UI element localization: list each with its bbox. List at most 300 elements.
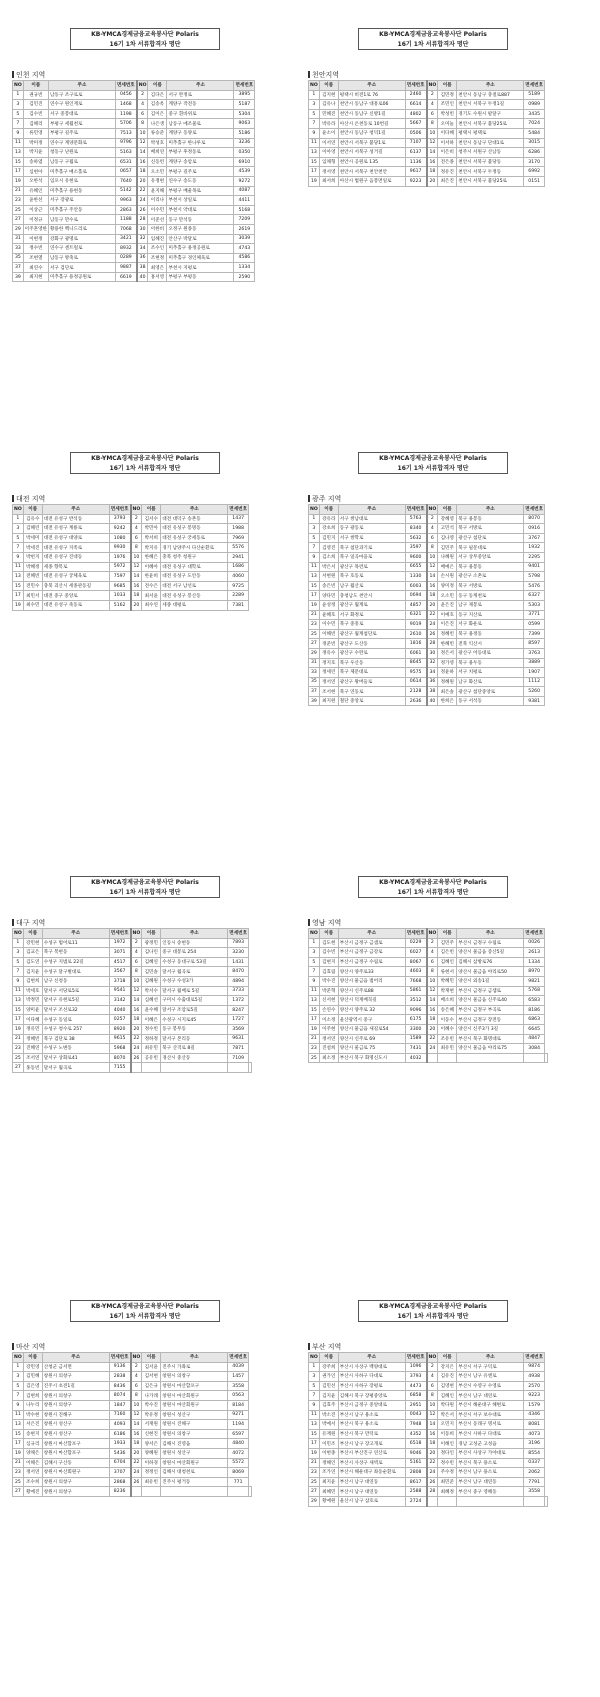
- applicant-name: 이한비: [148, 224, 167, 234]
- applicant-address: 진주시 가좌로: [161, 1362, 228, 1372]
- row-number: 40: [427, 696, 438, 706]
- applicant-name: 김지현: [319, 90, 338, 100]
- row-number: 34: [427, 668, 438, 678]
- row-number: 35: [13, 253, 24, 263]
- row-number: 14: [427, 572, 438, 582]
- applicant-address: 세종 대평로: [161, 600, 228, 610]
- column-header: 주소: [338, 505, 405, 515]
- row-number: 11: [309, 138, 320, 148]
- table-row: [13, 224, 255, 234]
- row-number: 11: [13, 562, 24, 572]
- row-number: 2: [131, 938, 142, 948]
- applicant-address: [161, 1063, 228, 1073]
- id-number: 9541: [109, 986, 130, 996]
- row-number: 4: [131, 948, 142, 958]
- applicant-table: [308, 928, 548, 1063]
- applicant-name: 윤한선: [23, 196, 48, 206]
- applicant-name: 최유민: [438, 1044, 457, 1054]
- applicant-name: 나혜원: [438, 552, 457, 562]
- column-header: 주소: [42, 1353, 109, 1363]
- table-row: [13, 1429, 252, 1439]
- applicant-address: 창원시 의창구: [161, 1372, 228, 1382]
- applicant-name: 박다원: [438, 1400, 457, 1410]
- applicant-name: 정혜원: [438, 677, 457, 687]
- table-header-row: [309, 505, 545, 515]
- id-number: 9063: [234, 119, 255, 129]
- applicant-name: 최혜정: [438, 1487, 457, 1497]
- applicant-name: 박서수: [142, 986, 161, 996]
- applicant-address: 황용한 백니드리로: [48, 224, 115, 234]
- id-number: 4539: [234, 167, 255, 177]
- column-header: 면세번호: [405, 1353, 426, 1363]
- column-header: 주소: [457, 929, 524, 939]
- row-number: 10: [137, 128, 148, 138]
- applicant-address: 경남 고성군 고성읍: [457, 1439, 524, 1449]
- row-number: 33: [13, 244, 24, 254]
- applicant-name: 정다인: [438, 1448, 457, 1458]
- row-number: 10: [427, 128, 438, 138]
- applicant-name: 한윤희: [142, 572, 161, 582]
- id-number: 9930: [109, 543, 130, 553]
- id-number: 1816: [405, 639, 426, 649]
- applicant-address: 창원시 성산구: [42, 1420, 109, 1430]
- table-row: [13, 167, 255, 177]
- table-row: [13, 1034, 252, 1044]
- document-header-box: [70, 28, 220, 50]
- applicant-name: 유정현: [148, 176, 167, 186]
- row-number: 20: [131, 1448, 142, 1458]
- applicant-address: 청동구 난원로: [48, 148, 115, 158]
- column-header: NO: [427, 1353, 438, 1363]
- applicant-name: 최연수: [23, 263, 48, 273]
- applicant-name: 조유빈: [438, 1034, 457, 1044]
- id-number: 8070: [109, 1053, 130, 1063]
- applicant-address: 청주시 서원구 산남동: [457, 148, 524, 158]
- document-header-box: [70, 452, 220, 474]
- id-number: 5476: [524, 581, 545, 591]
- row-number: 19: [13, 176, 24, 186]
- applicant-name: 전은종: [438, 157, 457, 167]
- id-number: 4039: [228, 1362, 249, 1372]
- id-number: 7871: [228, 1044, 249, 1054]
- applicant-name: 박세진: [23, 543, 42, 553]
- applicant-address: 광산구 첨단로: [457, 533, 524, 543]
- applicant-table: [308, 1352, 548, 1507]
- id-number: 1033: [109, 591, 130, 601]
- column-header: NO: [131, 929, 142, 939]
- table-row: [13, 976, 252, 986]
- row-number: 1: [309, 1362, 320, 1372]
- column-header: NO: [131, 1353, 142, 1363]
- row-number: 21: [309, 1034, 320, 1044]
- row-number: 20: [427, 600, 438, 610]
- applicant-address: 부산시 북구 용소로: [457, 1458, 524, 1468]
- row-number: 16: [427, 1429, 438, 1439]
- row-number: 8: [137, 119, 148, 129]
- applicant-name: 박서희: [142, 533, 161, 543]
- row-number: 19: [309, 176, 320, 186]
- column-header: NO: [137, 81, 148, 91]
- id-number: 8617: [405, 1477, 426, 1487]
- row-number: 24: [131, 1044, 142, 1054]
- applicant-address: 동구 광동로: [338, 524, 405, 534]
- row-number: 14: [131, 1420, 142, 1430]
- row-number: 39: [13, 272, 24, 282]
- applicant-address: 서구 화정로: [338, 610, 405, 620]
- row-number: 12: [137, 138, 148, 148]
- column-header: 주소: [42, 505, 109, 515]
- table-row: [309, 157, 545, 167]
- id-number: 4060: [228, 572, 249, 582]
- row-number: 24: [137, 196, 148, 206]
- table-row: [309, 668, 545, 678]
- row-number: 11: [13, 138, 24, 148]
- applicant-address: 부산시 남구 대연동: [457, 1477, 524, 1487]
- row-number: 5: [13, 109, 24, 119]
- applicant-address: 창원시 마산회원구: [161, 1391, 228, 1401]
- id-number: 6518: [405, 1439, 426, 1449]
- column-header: NO: [13, 929, 24, 939]
- id-number: 2289: [228, 591, 249, 601]
- id-number: 3793: [109, 514, 130, 524]
- id-number: 3707: [109, 1468, 130, 1478]
- table-row: [309, 1458, 548, 1468]
- row-number: 12: [131, 986, 142, 996]
- row-number: 27: [13, 1487, 24, 1497]
- table-header-row: [309, 1353, 548, 1363]
- id-number: 9401: [524, 562, 545, 572]
- column-header: 이름: [142, 505, 161, 515]
- id-number: 3597: [405, 543, 426, 553]
- row-number: 20: [427, 1024, 438, 1034]
- applicant-name: 정서연: [319, 1034, 338, 1044]
- id-number: 6619: [115, 272, 136, 282]
- row-number: 10: [131, 552, 142, 562]
- applicant-address: 부산시 남구 장고개로: [338, 1439, 405, 1449]
- row-number: [427, 1496, 438, 1506]
- id-number: 3142: [109, 996, 130, 1006]
- table-row: [309, 1015, 548, 1025]
- applicant-name: 양다민: [319, 591, 338, 601]
- applicant-table: [308, 80, 545, 187]
- row-number: 6: [131, 1381, 142, 1391]
- applicant-name: 이주혼영한: [23, 224, 48, 234]
- column-header: 면세번호: [109, 929, 130, 939]
- applicant-name: 정준빈: [319, 639, 338, 649]
- row-number: 3: [13, 1372, 24, 1382]
- applicant-name: 김송옥: [148, 100, 167, 110]
- row-number: 25: [13, 1477, 24, 1487]
- table-row: [309, 1487, 548, 1497]
- id-number: 1933: [109, 1439, 130, 1449]
- region-heading: 인천 지역: [12, 70, 45, 80]
- applicant-address: 울산광역시 중구: [338, 1015, 405, 1025]
- column-header: 면세번호: [524, 505, 545, 515]
- applicant-name: 김효주: [319, 1400, 338, 1410]
- id-number: 3015: [524, 138, 545, 148]
- applicant-address: 북구 제문대로: [338, 668, 405, 678]
- document-title: KB-YMCA경제금융교육봉사단 Polaris: [379, 1303, 487, 1310]
- id-number: 1686: [228, 562, 249, 572]
- table-row: [309, 148, 545, 158]
- applicant-address: 연수구 센트럴로: [48, 244, 115, 254]
- column-header: NO: [427, 505, 438, 515]
- id-number: 7107: [405, 138, 426, 148]
- applicant-name: 배소희: [438, 996, 457, 1006]
- applicant-address: 창원시 의창구: [42, 1487, 109, 1497]
- row-number: 13: [309, 148, 320, 158]
- column-header: 면세번호: [405, 505, 426, 515]
- applicant-name: 손시원: [438, 572, 457, 582]
- id-number: 6027: [405, 948, 426, 958]
- applicant-address: 김해시 북구 장평중앙로: [338, 1391, 405, 1401]
- applicant-address: 동구 만석동: [167, 215, 234, 225]
- applicant-name: 김다은: [148, 90, 167, 100]
- table-row: [13, 1362, 252, 1372]
- row-number: 15: [309, 1005, 320, 1015]
- id-number: 3558: [524, 1487, 545, 1497]
- table-row: [13, 1015, 252, 1025]
- table-row: [309, 1024, 548, 1034]
- applicant-name: 정지호: [319, 658, 338, 668]
- row-number: 7: [13, 1391, 24, 1401]
- applicant-address: 북구 첨단과기로: [338, 543, 405, 553]
- id-number: 1972: [109, 938, 130, 948]
- id-number: 3039: [234, 234, 255, 244]
- id-number: 8184: [228, 1400, 249, 1410]
- applicant-name: 양서은: [142, 1439, 161, 1449]
- table-row: [13, 1372, 252, 1382]
- applicant-address: 김해시 삼방로76: [457, 957, 524, 967]
- id-number: 2460: [405, 90, 426, 100]
- column-header: 이름: [438, 81, 457, 91]
- document-subtitle: 16기 1차 서류합격자 명단: [109, 889, 181, 896]
- row-number: 30: [427, 648, 438, 658]
- id-number: 8067: [405, 957, 426, 967]
- applicant-address: 울산시 남구 삼호로: [338, 1496, 405, 1506]
- applicant-address: 서구 상무중앙로: [457, 552, 524, 562]
- id-number: 4938: [524, 1372, 545, 1382]
- id-number: 0614: [405, 677, 426, 687]
- row-number: 6: [427, 533, 438, 543]
- row-number: 5: [13, 957, 24, 967]
- applicant-name: 오민지: [438, 1420, 457, 1430]
- applicant-name: 김혜인: [438, 1391, 457, 1401]
- row-number: 16: [427, 581, 438, 591]
- applicant-address: [161, 1487, 228, 1497]
- applicant-address: 달서구 조암로5길: [161, 1005, 228, 1015]
- applicant-address: 동구 지산로: [457, 610, 524, 620]
- applicant-address: 평택시 비전1로 76: [338, 90, 405, 100]
- applicant-name: 오미늘: [438, 119, 457, 129]
- row-number: 23: [13, 1044, 24, 1054]
- applicant-address: 부산시 금정구 수림로: [338, 957, 405, 967]
- applicant-address: 부산시 동래구 명서로: [457, 1420, 524, 1430]
- applicant-address: 미추홀구 용현동: [48, 186, 115, 196]
- column-header: 이름: [438, 505, 457, 515]
- id-number: 6858: [405, 1391, 426, 1401]
- table-row: [13, 119, 255, 129]
- document-title: KB-YMCA경제금융교육봉사단 Polaris: [91, 455, 199, 462]
- id-number: 2951: [405, 1400, 426, 1410]
- id-number: 3718: [109, 976, 130, 986]
- applicant-address: 부산시 사상구 새벽로: [338, 1458, 405, 1468]
- applicant-address: 북구 필문대로: [457, 543, 524, 553]
- row-number: 14: [131, 572, 142, 582]
- table-row: [309, 996, 548, 1006]
- id-number: 1334: [234, 263, 255, 273]
- column-header: 면세번호: [228, 1353, 249, 1363]
- applicant-address: 부산시 남구 대연동: [338, 1477, 405, 1487]
- id-number: 6645: [524, 1024, 545, 1034]
- applicant-address: 창원시 진해구: [42, 1410, 109, 1420]
- row-number: 3: [309, 524, 320, 534]
- id-number: 4346: [524, 1410, 545, 1420]
- applicant-name: 이은진: [438, 620, 457, 630]
- applicant-name: 권가인: [319, 1372, 338, 1382]
- id-number: 0151: [524, 176, 545, 186]
- table-row: [309, 572, 545, 582]
- column-header: 이름: [148, 81, 167, 91]
- row-number: 24: [131, 1468, 142, 1478]
- id-number: 1437: [228, 514, 249, 524]
- row-number: 8: [427, 1391, 438, 1401]
- applicant-name: 윤소이: [319, 128, 338, 138]
- row-number: 10: [131, 976, 142, 986]
- id-number: 2863: [115, 205, 136, 215]
- id-number: 1976: [109, 552, 130, 562]
- id-number: 1136: [405, 157, 426, 167]
- applicant-address: 대전 유성구 반석동: [42, 514, 109, 524]
- region-heading: 영남 지역: [308, 918, 341, 928]
- applicant-address: 광산구 왕버들로: [338, 677, 405, 687]
- applicant-address: 부산시 북구 화명대로: [457, 1034, 524, 1044]
- column-header: NO: [13, 81, 24, 91]
- table-row: [309, 1468, 548, 1478]
- id-number: 0916: [524, 524, 545, 534]
- applicant-name: 조민인: [438, 100, 457, 110]
- applicant-name: 이해은: [23, 1458, 42, 1468]
- applicant-name: 최서희: [319, 176, 338, 186]
- row-number: 8: [131, 967, 142, 977]
- row-number: 27: [13, 1063, 24, 1073]
- column-header: 이름: [142, 929, 161, 939]
- row-number: 29: [13, 224, 24, 234]
- row-number: 9: [309, 128, 320, 138]
- column-header: 면세번호: [405, 81, 426, 91]
- applicant-name: 주수정: [438, 1468, 457, 1478]
- id-number: 1198: [115, 109, 136, 119]
- applicant-address: 김해시 진영읍: [161, 1439, 228, 1449]
- applicant-address: 양산시 물금읍 신주로40: [457, 996, 524, 1006]
- id-number: 2808: [405, 1468, 426, 1478]
- table-header-row: [309, 929, 548, 939]
- row-number: 7: [13, 967, 24, 977]
- row-number: 13: [309, 1420, 320, 1430]
- applicant-name: 김혜린: [23, 524, 42, 534]
- table-row: [13, 176, 255, 186]
- applicant-address: 부산시 해운대구 좌동순환로: [338, 1468, 405, 1478]
- id-number: 3071: [109, 948, 130, 958]
- table-row: [13, 186, 255, 196]
- applicant-address: 부산시 북구 용소로: [338, 1420, 405, 1430]
- table-row: [309, 167, 545, 177]
- id-number: 7597: [109, 572, 130, 582]
- row-number: [131, 1487, 142, 1497]
- applicant-name: 최유민: [142, 1044, 161, 1054]
- row-number: 15: [309, 1429, 320, 1439]
- id-number: 9821: [524, 976, 545, 986]
- applicant-name: 배예은: [438, 562, 457, 572]
- applicant-address: 양산시 물금읍 야리로75: [457, 1044, 524, 1054]
- row-number: 14: [427, 1420, 438, 1430]
- applicant-address: 김해시 구산동: [42, 1458, 109, 1468]
- document-title: KB-YMCA경제금융교육봉사단 Polaris: [91, 879, 199, 886]
- applicant-name: 이주현: [319, 1024, 338, 1034]
- id-number: 4473: [405, 1381, 426, 1391]
- applicant-name: 박준혁: [319, 986, 338, 996]
- id-number: 5186: [234, 128, 255, 138]
- applicant-name: 최지원: [319, 696, 338, 706]
- applicant-name: 류현서: [438, 967, 457, 977]
- table-row: [309, 581, 545, 591]
- applicant-address: 연수구 원인재로: [48, 100, 115, 110]
- applicant-address: 북구 중흥로: [338, 620, 405, 630]
- id-number: 4517: [109, 957, 130, 967]
- id-number: [228, 1063, 249, 1073]
- applicant-name: 정서연: [319, 677, 338, 687]
- table-row: [309, 610, 545, 620]
- table-row: [309, 957, 548, 967]
- column-header: NO: [13, 1353, 24, 1363]
- row-number: 6: [131, 533, 142, 543]
- row-number: 25: [13, 205, 24, 215]
- row-number: 2: [427, 90, 438, 100]
- applicant-name: 정혜빈: [438, 629, 457, 639]
- row-number: 33: [309, 668, 320, 678]
- column-header: 이름: [438, 1353, 457, 1363]
- applicant-address: 대전 유성구 도안동: [161, 572, 228, 582]
- table-row: [13, 128, 255, 138]
- table-row: [309, 677, 545, 687]
- table-header-row: [13, 1353, 252, 1363]
- table-row: [13, 1024, 252, 1034]
- applicant-address: 경기도 수원시 팔달구: [457, 109, 524, 119]
- row-number: 37: [13, 263, 24, 273]
- applicant-name: 나은생: [148, 119, 167, 129]
- row-number: 15: [309, 157, 320, 167]
- document-header-box: [358, 28, 508, 50]
- column-header: 주소: [338, 929, 405, 939]
- table-row: [13, 996, 252, 1006]
- table-row: [13, 562, 249, 572]
- applicant-address: 천안시 동남구 충절로887: [457, 90, 524, 100]
- table-row: [309, 552, 545, 562]
- id-number: 8186: [524, 1005, 545, 1015]
- applicant-name: 강지은: [438, 1362, 457, 1372]
- applicant-name: 김현희: [23, 1391, 42, 1401]
- table-row: [13, 205, 255, 215]
- row-number: 13: [13, 996, 24, 1006]
- document-header-box: [358, 1300, 508, 1322]
- row-number: 7: [309, 1391, 320, 1401]
- applicant-address: 북구 산격로 8길: [161, 1044, 228, 1054]
- applicant-name: 손연수: [319, 1005, 338, 1015]
- applicant-name: 조가연: [319, 1468, 338, 1478]
- row-number: 28: [427, 1487, 438, 1497]
- row-number: 22: [131, 1034, 142, 1044]
- row-number: [249, 1487, 252, 1497]
